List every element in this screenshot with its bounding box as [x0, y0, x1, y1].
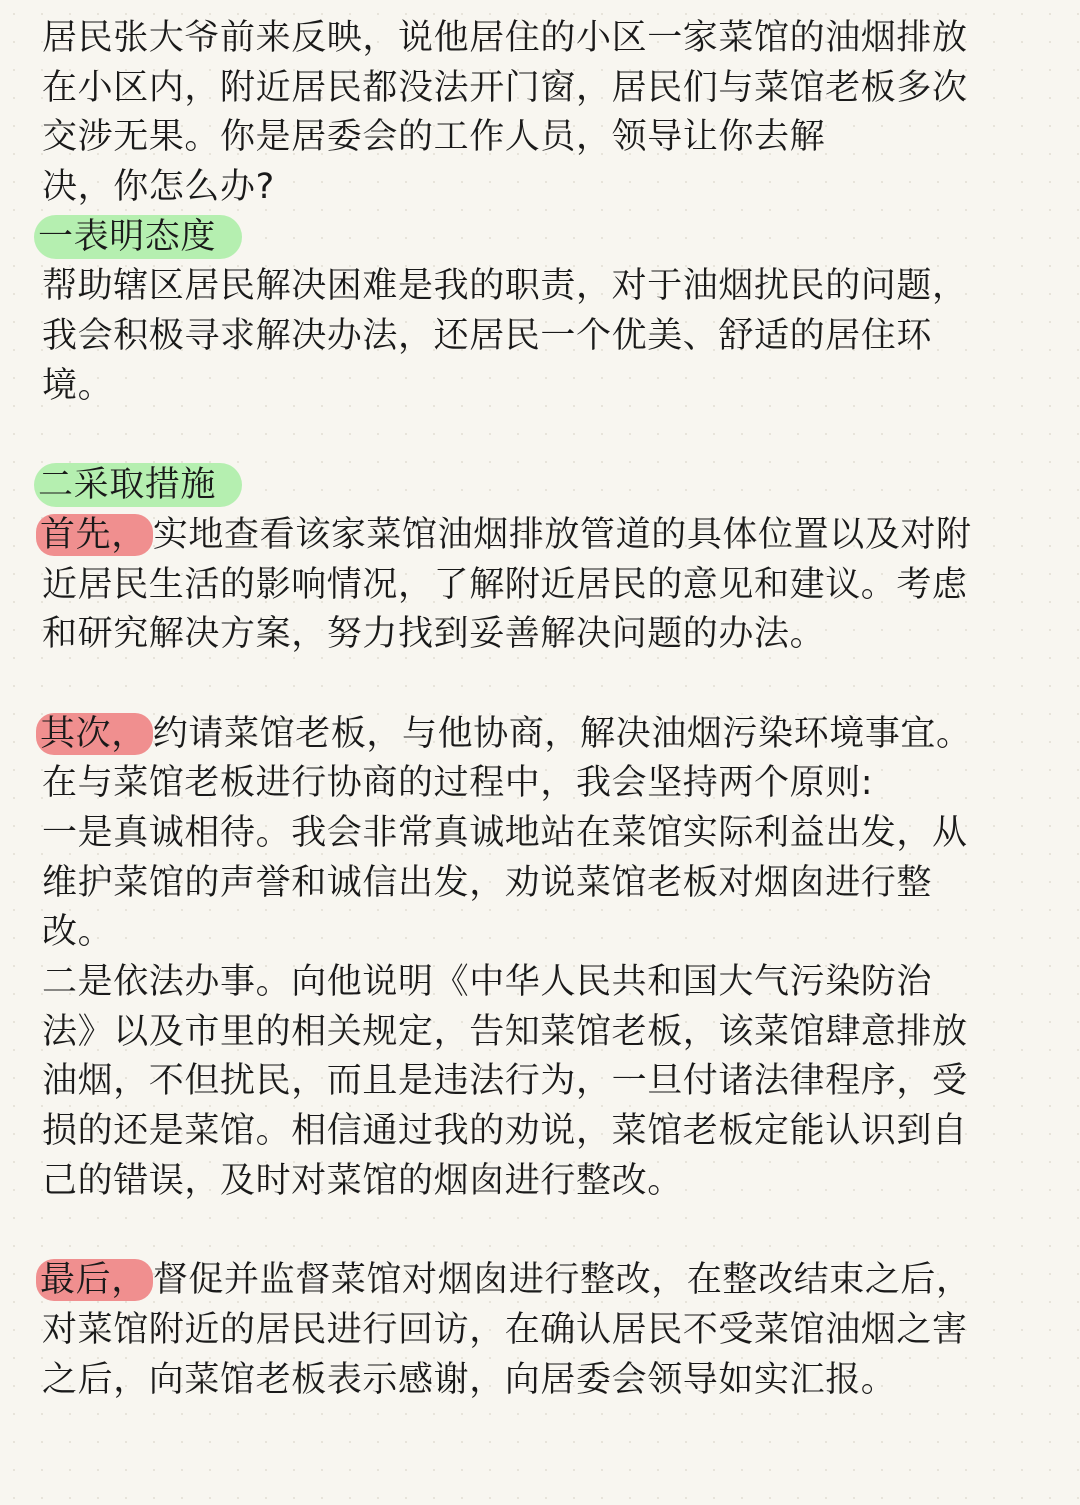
body-line: 维护菜馆的声誉和诚信出发，劝说菜馆老板对烟囱进行整 [42, 862, 933, 903]
blank-line [42, 1207, 1040, 1257]
question-line: 决，你怎么办? [42, 167, 275, 208]
lead-label-second: 其次， [36, 713, 153, 755]
body-line: 一是真诚相待。我会非常真诚地站在菜馆实际利益出发，从 [42, 813, 968, 853]
section-heading-attitude: 一表明态度 [34, 215, 242, 259]
body-line: 之后，向菜馆老板表示感谢，向居委会领导如实汇报。 [42, 1359, 897, 1400]
body-text: 约请菜馆老板，与他协商，解决油烟污染环境事宜。 [152, 713, 972, 754]
question-line: 交涉无果。你是居委会的工作人员，领导让你去解 [42, 117, 826, 158]
body-line: 油烟，不但扰民，而且是违法行为，一旦付诸法律程序，受 [42, 1061, 968, 1102]
section-heading-row [38, 213, 1040, 263]
body-line: 法》以及市里的相关规定，告知菜馆老板，该菜馆肆意排放 [42, 1011, 968, 1052]
paragraph-first-lead-line [42, 511, 1040, 561]
body-line: 近居民生活的影响情况，了解附近居民的意见和建议。考虑 [42, 564, 968, 605]
body-line: 帮助辖区居民解决困难是我的职责，对于油烟扰民的问题， [42, 266, 968, 307]
body-line: 和研究解决方案，努力找到妥善解决问题的办法。 [42, 614, 826, 655]
body-line: 损的还是菜馆。相信通过我的劝说，菜馆老板定能认识到自 [42, 1111, 968, 1152]
blank-line [42, 412, 1040, 462]
body-line: 对菜馆附近的居民进行回访，在确认居民不受菜馆油烟之害 [42, 1309, 968, 1350]
body-line: 我会积极寻求解决办法，还居民一个优美、舒适的居住环 [42, 316, 933, 357]
section-heading-row [38, 461, 1040, 511]
body-line: 二是依法办事。向他说明《中华人民共和国大气污染防治 [42, 962, 933, 1003]
body-line: 己的错误，及时对菜馆的烟囱进行整改。 [42, 1160, 683, 1201]
paragraph-second-lead-line [42, 710, 1040, 760]
section-heading-measures: 二采取措施 [34, 463, 242, 507]
body-line: 境。 [42, 365, 114, 406]
paragraph-last-lead-line [42, 1256, 1040, 1306]
body-line: 改。 [42, 912, 114, 953]
lead-label-last: 最后， [36, 1259, 153, 1301]
question-line: 在小区内，附近居民都没法开门窗，居民们与菜馆老板多次 [42, 67, 968, 108]
lead-label-first: 首先， [36, 514, 153, 556]
body-text: 实地查看该家菜馆油烟排放管道的具体位置以及对附 [152, 514, 972, 555]
body-text: 督促并监督菜馆对烟囱进行整改，在整改结束之后， [152, 1260, 972, 1301]
blank-line [42, 660, 1040, 710]
question-line: 居民张大爷前来反映，说他居住的小区一家菜馆的油烟排放 [42, 18, 968, 58]
body-line: 在与菜馆老板进行协商的过程中，我会坚持两个原则: [42, 763, 874, 804]
